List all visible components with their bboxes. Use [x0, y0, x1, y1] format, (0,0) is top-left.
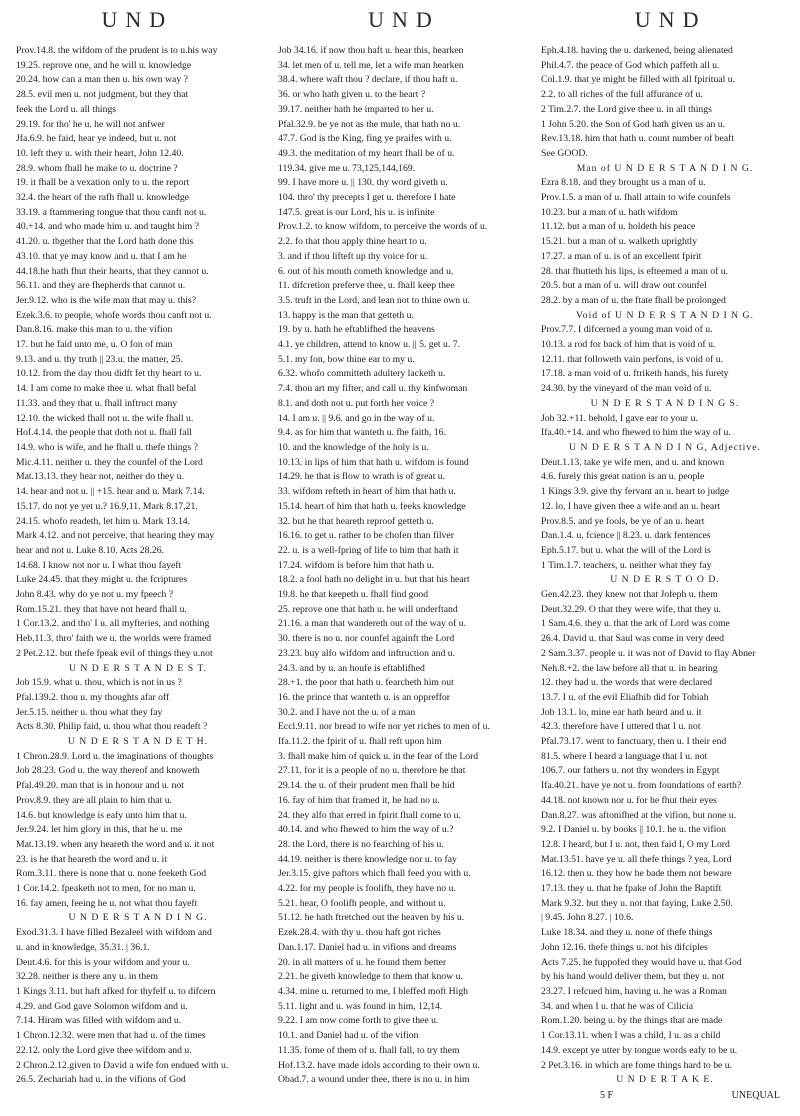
concordance-entry: 34. and when I u. that he was of Cilicia — [541, 1000, 694, 1012]
concordance-entry: 1 John 5.20. the Son of God hath given us an u. — [541, 118, 726, 130]
running-head-right: UND — [634, 7, 707, 32]
concordance-entry: 32. but he that heareth reproof getteth u. — [278, 515, 434, 527]
concordance-entry: 11. difcretion preferve thee, u. fhall keep thee — [278, 280, 455, 292]
concordance-entry: 17.24. wifdom is before him that hath u. — [278, 559, 435, 571]
concordance-entry: 36. or who hath given u. to the heart ? — [278, 89, 426, 101]
concordance-entry: Eph.5.17. but u. what the will of the Lord is — [541, 544, 711, 556]
concordance-entry: 14.68. I know not nor u. I what thou fayeft — [16, 559, 182, 571]
concordance-entry: 17. but he faid unto me, u. O fon of man — [16, 339, 173, 351]
concordance-entry: 14.6. but knowledge is eafy unto him that u. — [16, 809, 187, 821]
concordance-entry: Prov.8.9. they are all plain to him that u. — [16, 794, 172, 806]
concordance-entry: 16. the prince that wanteth u. is an oppreffor — [278, 691, 450, 703]
concordance-entry: Acts 8.30. Philip faid, u. thou what thou readeft ? — [16, 721, 208, 733]
concordance-entry: 17.13. they u. that he fpake of John the Baptift — [541, 883, 722, 895]
running-head — [0, 6, 800, 34]
concordance-entry: 32.28. neither is there any u. in them — [16, 971, 159, 983]
concordance-entry: Ezra 8.18. and they brought us a man of u. — [541, 177, 706, 189]
concordance-entry: Rev.13.18. him that hath u. count number of beaft — [541, 133, 735, 145]
concordance-entry: John 12.16. thefe things u. not his difciples — [541, 941, 708, 953]
concordance-entry: 1 Cor.13.2. and tho' I u. all myfteries, and nothing — [16, 618, 210, 630]
signature-mark: 5 F — [600, 1090, 614, 1101]
concordance-entry: 20.5. but a man of u. will draw out counfel — [541, 280, 707, 292]
concordance-entry: 16.12. then u. they how he bade them not beware — [541, 868, 732, 880]
concordance-entry: 26.4. David u. that Saul was come in very deed — [541, 633, 724, 645]
concordance-entry: 5.11. light and u. was found in him, 12,14. — [278, 1000, 443, 1012]
section-heading: U N D E R S T A N D E S T. — [68, 662, 208, 674]
concordance-entry: 19.25. reprove one, and he will u. knowledge — [16, 59, 192, 71]
concordance-entry: 10.12. from the day thou didft fet thy heart to u. — [16, 368, 202, 380]
concordance-entry: 13.7. I u. of the evil Eliafhib did for Tobiah — [541, 691, 709, 703]
concordance-entry: 23. is he that heareth the word and u. it — [16, 853, 167, 865]
concordance-entry: 30.2. and I have not the u. of a man — [278, 706, 416, 718]
concordance-entry: Jer.9.24. let him glory in this, that he u. me — [16, 824, 183, 836]
concordance-entry: 43.10. that ye may know and u. that I am he — [16, 250, 187, 262]
concordance-entry: Jer.9.12. who is the wife man that may u. this? — [16, 294, 196, 306]
concordance-entry: 27.11. for it is a people of no u. therefore he that — [278, 765, 466, 777]
concordance-entry: 28.2. by a man of u. the ftate fhall be prolonged — [541, 294, 726, 306]
column-1 — [16, 44, 260, 1084]
concordance-entry: 51.12. he hath ftretched out the heaven by his u. — [278, 912, 465, 924]
concordance-entry: by his hand would deliver them, but they u. not — [541, 971, 725, 983]
concordance-entry: 20.24. how can a man then u. his own way ? — [16, 74, 188, 86]
concordance-entry: 17.18. a man void of u. ftriketh hands, his furety — [541, 368, 729, 380]
section-heading: U N D E R S T O O D. — [610, 574, 720, 586]
concordance-entry: 39.17. neither hath he imparted to her u. — [278, 103, 434, 115]
concordance-entry: 1 Tim.1.7. teachers, u. neither what they fay — [541, 559, 712, 571]
concordance-entry: 81.5. where I heard a language that I u. not — [541, 750, 708, 762]
concordance-entry: Hof.13.2. have made idols according to their own u. — [278, 1059, 480, 1071]
concordance-entry: 15.14. heart of him that hath u. feeks knowledge — [278, 500, 466, 512]
concordance-entry: 14. I am come to make thee u. what fhall befal — [16, 383, 197, 395]
concordance-entry: Heb.11.3. thro' faith we u. the worlds were framed — [16, 633, 212, 645]
concordance-entry: 104. thro' thy precepts I get u. therefore I hate — [278, 192, 456, 204]
concordance-entry: 4.6. furely this great nation is an u. people — [541, 471, 705, 483]
concordance-entry: 2 Pet.2.12. but thefe fpeak evil of things they u.not — [16, 647, 213, 659]
concordance-entry: Deut.32.29. O that they were wife, that they u. — [541, 603, 721, 615]
concordance-entry: 9.22. I am now come forth to give thee u. — [278, 1015, 439, 1027]
concordance-entry: 2.2. fo that thou apply thine heart to u. — [278, 236, 427, 248]
column-2 — [278, 44, 522, 1084]
concordance-entry: 7.4. thou art my fifter, and call u. thy kinfwoman — [278, 383, 468, 395]
concordance-entry: 28. that fhutteth his lips, is efteemed a man of u. — [541, 265, 728, 277]
concordance-entry: Pfal.73.17. went to fanctuary, then u. I their end — [541, 736, 727, 748]
concordance-entry: 24.3. and by u. an houfe is eftablifhed — [278, 662, 425, 674]
concordance-entry: 24.15. whofo readeth, let him u. Mark 13.14. — [16, 515, 191, 527]
concordance-entry: 3. fhall make him of quick u. in the fear of the Lord — [278, 750, 479, 762]
concordance-entry: Ezek.28.4. with thy u. thou haft got riches — [278, 927, 441, 939]
concordance-entry: 4.34. mine u. returned to me, I bleffed moft High — [278, 986, 469, 997]
section-heading: U N D E R S T A N D I N G. — [68, 912, 208, 924]
concordance-entry: 2 Tim.2.7. the Lord give thee u. in all things — [541, 103, 712, 115]
concordance-entry: Neh.8.+2. the law before all that u. in hearing — [541, 662, 718, 674]
concordance-entry: 21.16. a man that wandereth out of the way of u. — [278, 618, 467, 630]
concordance-entry: Job 32.+11. behold, I gave ear to your u. — [541, 412, 698, 424]
concordance-entry: 5.21. hear, O foolifh people, and without u. — [278, 897, 446, 909]
concordance-entry: 2 Chron.2.12.given to David a wife fon endued with u. — [16, 1059, 229, 1071]
concordance-entry: Rom.1.20. being u. by the things that are made — [541, 1015, 723, 1027]
concordance-entry: Ezek.3.6. to people, whofe words thou canft not u. — [16, 309, 212, 321]
concordance-entry: Prov.8.5. and ye fools, be ye of an u. heart — [541, 515, 705, 527]
concordance-entry: 1 Kings 3.9. give thy fervant an u. heart to judge — [541, 486, 730, 498]
concordance-entry: 30. there is no u. nor counfel againft the Lord — [278, 633, 455, 645]
concordance-entry: Pfal.49.20. man that is in honour and u. not — [16, 780, 184, 792]
concordance-entry: 10.23. but a man of u. hath wifdom — [541, 206, 678, 218]
concordance-entry: 44.19. neither is there knowledge nor u. to fay — [278, 853, 457, 865]
concordance-entry: 9.4. as for him that wanteth u. fhe faith, 16. — [278, 427, 446, 439]
concordance-entry: 24.30. by the vineyard of the man void of u. — [541, 383, 712, 395]
concordance-entry: Dan.1.4. u. fcience || 8.23. u. dark fentences — [541, 530, 711, 542]
concordance-entry: 2 Sam.3.37. people u. it was not of David to flay Abner — [541, 647, 756, 659]
concordance-entry: 9.2. I Daniel u. by books || 10.1. he u. the vifion — [541, 824, 726, 836]
concordance-entry: 16. fay amen, feeing he u. not what thou fayeft — [16, 897, 198, 909]
concordance-entry: Pfal.139.2. thou u. my thoughts afar off — [16, 691, 170, 703]
concordance-entry: 15.21. but a man of u. walketh uprightly — [541, 236, 698, 248]
concordance-entry: Prov.1.5. a man of u. fhall attain to wife counfels — [541, 192, 731, 204]
running-head-left: UND — [101, 7, 174, 32]
concordance-entry: 1 Cor.13.11. when I was a child, I u. as a child — [541, 1030, 721, 1042]
concordance-entry: See GOOD. — [541, 147, 588, 159]
concordance-entry: 14. hear and not u. || +15. hear and u. Mark 7.14. — [16, 486, 205, 498]
concordance-entry: 10.1. and Daniel had u. of the vifion — [278, 1030, 419, 1042]
concordance-entry: 29.14. the u. of their prudent men fhall be hid — [278, 780, 455, 792]
concordance-entry: 12.10. the wicked fhall not u. the wife fhall u. — [16, 412, 194, 424]
concordance-entry: 42.3. therefore have I uttered that I u. not — [541, 721, 701, 733]
concordance-entry: 28. the Lord, there is no fearching of his u. — [278, 838, 444, 850]
concordance-entry: Dan.1.17. Daniel had u. in vifions and dreams — [278, 941, 457, 953]
concordance-entry: 47.7. God is the King, fing ye praifes with u. — [278, 133, 452, 145]
concordance-entry: Mat.13.51. have ye u. all thefe things ? yea, Lord — [541, 853, 732, 865]
concordance-entry: Mic.4.11. neither u. they the counfel of the Lord — [16, 456, 203, 468]
concordance-entry: 16.16. to get u. rather to be chofen than filver — [278, 530, 454, 542]
concordance-entry: 8.1. and doth not u. put forth her voice ? — [278, 397, 435, 409]
section-heading: U N D E R S T A N D E T H. — [67, 736, 209, 748]
concordance-entry: 6.32. whofo committeth adultery lacketh u. — [278, 368, 446, 380]
concordance-entry: 11.12. but a man of u. holdeth his peace — [541, 221, 696, 233]
concordance-entry: Obad.7. a wound under thee, there is no u. in him — [278, 1074, 470, 1084]
concordance-entry: 15.17. do not ye yet u.? 16.9,11. Mark 8.17,21. — [16, 500, 198, 512]
concordance-entry: Gen.42.23. they knew not that Jofeph u. them — [541, 589, 718, 601]
concordance-entry: 119.34. give me u. 73,125,144,169. — [278, 162, 416, 174]
concordance-entry: 18.2. a fool hath no delight in u. but that his heart — [278, 574, 470, 586]
concordance-entry: 106.7. our fathers u. not thy wonders in Egypt — [541, 765, 720, 777]
concordance-entry: 14.9. who is wife, and he fhall u. thefe things ? — [16, 441, 198, 453]
concordance-entry: 1 Kings 3.11. but haft afked for thyfelf u. to difcern — [16, 986, 216, 997]
concordance-entry: | 9.45. John 8.27. | 10.6. — [541, 912, 634, 924]
concordance-entry: 14. I am u. || 9.6. and go in the way of u. — [278, 412, 435, 424]
concordance-entry: Rom.15.21. they that have not heard fhall u. — [16, 603, 187, 615]
concordance-entry: Job 28.23. God u. the way thereof and knoweth — [16, 765, 200, 777]
concordance-entry: 1 Chron.12.32. were men that had u. of the times — [16, 1030, 206, 1042]
section-heading: Man of U N D E R S T A N D I N G. — [576, 162, 754, 174]
concordance-entry: 32.4. the heart of the rafh fhall u. knowledge — [16, 192, 189, 204]
concordance-entry: Ifa.40.21. have ye not u. from foundations of earth? — [541, 780, 742, 792]
concordance-entry: 99. I have more u. || 130. thy word giveth u. — [278, 177, 448, 189]
concordance-entry: Eph.4.18. having the u. darkened, being alienated — [541, 45, 733, 56]
concordance-entry: 24. they alfo that erred in fpirit fhall come to u. — [278, 809, 461, 821]
concordance-entry: u. and in knowledge, 35.31. | 36.1. — [16, 941, 150, 953]
concordance-entry: 28.9. whom fhall he make to u. doctrine ? — [16, 162, 178, 174]
concordance-entry: Mark 4.12. and not perceive, that hearing they may — [16, 530, 215, 542]
concordance-entry: Mat.13.13. they hear not, neither do they u. — [16, 471, 184, 483]
concordance-entry: 56.11. and they are fhepherds that cannot u. — [16, 280, 186, 292]
concordance-entry: Col.1.9. that ye might be filled with all fpiritual u. — [541, 74, 735, 86]
concordance-entry: Phil.4.7. the peace of God which paffeth all u. — [541, 59, 720, 71]
concordance-entry: 12.11. that followeth vain perfons, is void of u. — [541, 353, 724, 365]
concordance-entry: 25. reprove one that hath u. he will underftand — [278, 603, 458, 615]
concordance-entry: 44.18.he hath fhut their hearts, that they cannot u. — [16, 265, 209, 277]
concordance-entry: 10. and the knowledge of the holy is u. — [278, 441, 429, 453]
concordance-entry: 26.5. Zechariah had u. in the vifions of God — [16, 1074, 186, 1084]
concordance-entry: Jer.3.15. give paftors which fhall feed you with u. — [278, 868, 471, 880]
concordance-entry: Prov.7.7. I difcerned a young man void of u. — [541, 324, 713, 336]
concordance-entry: Rom.3.11. there is none that u. none feeketh God — [16, 868, 207, 880]
concordance-entry: Dan.8.27. was aftonifhed at the vifion, but none u. — [541, 809, 737, 821]
concordance-entry: 11.35. fome of them of u. fhall fall, to try them — [278, 1044, 460, 1056]
page-footer — [600, 1090, 780, 1101]
concordance-entry: 3. and if thou lifteft up thy voice for u. — [278, 250, 428, 262]
concordance-entry: Eccl.9.11. nor bread to wife nor yet riches to men of u. — [278, 721, 490, 733]
concordance-entry: Pfal.32.9. be ye not as the mule, that hath no u. — [278, 118, 461, 130]
running-head-center: UND — [368, 7, 440, 32]
concordance-entry: 19. by u. hath he eftablifhed the heavens — [278, 324, 435, 336]
concordance-entry: 23.23. buy alfo wifdom and inftruction and u. — [278, 647, 456, 659]
concordance-entry: 6. out of his mouth cometh knowledge and u. — [278, 265, 454, 277]
concordance-entry: hear and not u. Luke 8.10. Acts 28.26. — [16, 544, 164, 556]
concordance-entry: 2.21. he giveth knowledge to them that know u. — [278, 971, 463, 983]
concordance-entry: Job 15.9. what u. thou, which is not in us ? — [16, 677, 182, 689]
concordance-entry: Jfa.6.9. he faid, hear ye indeed, but u. not — [16, 133, 177, 145]
concordance-entry: 33. wifdom refteth in heart of him that hath u. — [278, 486, 456, 498]
concordance-entry: 19.8. he that keepeth u. fhall find good — [278, 589, 429, 601]
concordance-entry: 12. they had u. the words that were declared — [541, 677, 713, 689]
concordance-entry: Ifa.40.+14. and who fhewed to him the way of u. — [541, 427, 731, 439]
section-heading: U N D E R S T A N D I N G, Adjective. — [569, 441, 761, 453]
concordance-entry: Dan.8.16. make this man to u. the vifion — [16, 324, 173, 336]
concordance-entry: 34. let men of u. tell me, let a wife man hearken — [278, 59, 464, 71]
concordance-entry: 10.13. in lips of him that hath u. wifdom is found — [278, 456, 469, 468]
concordance-entry: 12. lo, I have given thee a wife and an u. heart — [541, 500, 721, 512]
concordance-entry: 44.18. not known nor u. for he fhut their eyes — [541, 794, 717, 806]
concordance-entry: Job 34.16. if now thou haft u. hear this, hearken — [278, 45, 464, 56]
concordance-entry: 3.5. truft in the Lord, and lean not to thine own u. — [278, 294, 470, 306]
concordance-entry: Acts 7.25. he fuppofed they would have u. that God — [541, 956, 742, 968]
concordance-entry: 4.22. for my people is foolifh, they have no u. — [278, 883, 456, 895]
section-heading: U N D E R S T A N D I N G S. — [590, 397, 740, 409]
concordance-entry: 12.8. I heard, but I u. not, then faid I, O my Lord — [541, 838, 730, 850]
catchword: UNEQUAL — [731, 1090, 780, 1101]
concordance-entry: 10.13. a rod for back of him that is void of u. — [541, 339, 716, 351]
concordance-entry: 19. it fhall be a vexation only to u. the report — [16, 177, 190, 189]
concordance-entry: 38.4. where waft thou ? declare, if thou haft u. — [278, 74, 458, 86]
concordance-entry: Ifa.11.2. the fpirit of u. fhall reft upon him — [278, 736, 442, 748]
concordance-entry: 13. happy is the man that getteth u. — [278, 309, 414, 321]
concordance-entry: 33.19. a ftammering tongue that thou canft not u. — [16, 206, 207, 218]
concordance-entry: 16. fay of him that framed it, he had no u. — [278, 794, 440, 806]
concordance-entry: 9.13. and u. thy truth || 23.u. the matter, 25. — [16, 353, 184, 365]
concordance-entry: Mark 9.32. but they u. not that faying, Luke 2.50. — [541, 897, 733, 909]
concordance-entry: 2 Pet.3.16. in which are fome things hard to be u. — [541, 1059, 733, 1071]
section-heading: U N D E R T A K E. — [616, 1074, 714, 1084]
concordance-entry: 14.29. he that is flow to wrath is of great u. — [278, 471, 446, 483]
section-heading: Void of U N D E R S T A N D I N G. — [576, 309, 754, 321]
concordance-entry: Jer.5.15. neither u. thou what they fay — [16, 706, 163, 718]
concordance-entry: 1 Cor.14.2. fpeaketh not to men, for no man u. — [16, 883, 196, 895]
concordance-entry: 29.19. for tho' he u. he will not anfwer — [16, 118, 165, 130]
column-3 — [541, 44, 789, 1084]
concordance-entry: 28.5. evil men u. not judgment, but they that — [16, 89, 189, 101]
concordance-entry: 147.5. great is our Lord, his u. is infinite — [278, 206, 435, 218]
concordance-entry: Mat.13.19. when any heareth the word and u. it not — [16, 838, 215, 850]
concordance-entry: John 8.43. why do ye not u. my fpeech ? — [16, 589, 174, 601]
concordance-entry: Deut.4.6. for this is your wifdom and your u. — [16, 956, 190, 968]
concordance-entry: Job 13.1. lo, mine ear hath heard and u. it — [541, 706, 702, 718]
concordance-entry: 17.27. a man of u. is of an excellent fpirit — [541, 250, 702, 262]
concordance-entry: feek the Lord u. all things — [16, 103, 117, 115]
concordance-entry: 40.+14. and who made him u. and taught him ? — [16, 221, 200, 233]
concordance-entry: 20. in all matters of u. he found them better — [278, 956, 447, 968]
concordance-entry: Exod.31.3. I have filled Bezaleel with wifdom and — [16, 927, 212, 939]
concordance-entry: 4.29. and God gave Solomon wifdom and u. — [16, 1000, 188, 1012]
concordance-entry: 14.9. except ye utter by tongue words eafy to be u. — [541, 1044, 738, 1056]
concordance-entry: Hof.4.14. the people that doth not u. fhall fall — [16, 427, 192, 439]
concordance-entry: 49.3. the meditation of my heart fhall be of u. — [278, 147, 455, 159]
concordance-entry: 2.2. to all riches of the full affurance of u. — [541, 89, 703, 101]
concordance-entry: Luke 24.45. that they might u. the fcriptures — [16, 574, 188, 586]
concordance-entry: 22. u. is a well-fpring of life to him that hath it — [278, 544, 459, 556]
concordance-entry: 4.1. ye children, attend to know u. || 5. get u. 7. — [278, 339, 460, 351]
concordance-entry: Prov.14.8. the wifdom of the prudent is to u.his way — [16, 45, 218, 56]
concordance-entry: 10. left they u. with their heart, John 12.40. — [16, 147, 184, 159]
concordance-entry: Luke 18.34. and they u. none of thefe things — [541, 927, 713, 939]
concordance-entry: 22.12. only the Lord give thee wifdom and u. — [16, 1044, 192, 1056]
concordance-entry: Prov.1.2. to know wifdom, to perceive the words of u. — [278, 221, 488, 233]
concordance-entry: 7.14. Hiram was filled with wifdom and u. — [16, 1015, 182, 1027]
concordance-entry: 28.+1. the poor that hath u. fearcheth him out — [278, 677, 454, 689]
concordance-entry: 1 Chron.28.9. Lord u. the imaginations of thoughts — [16, 750, 214, 762]
concordance-entry: 41.20. u. tbgether that the Lord hath done this — [16, 236, 194, 248]
concordance-entry: Deut.1.13. take ye wife men, and u. and known — [541, 456, 725, 468]
concordance-entry: 23.27. I refcued him, having u. he was a Roman — [541, 986, 727, 997]
concordance-entry: 11.33. and they that u. fhall inftruct many — [16, 397, 178, 409]
concordance-entry: 40.14. and who fhewed to him the way of u.? — [278, 824, 454, 836]
concordance-entry: 5.1. my fon, bow thine ear to my u. — [278, 353, 415, 365]
concordance-entry: 1 Sam.4.6. they u. that the ark of Lord was come — [541, 618, 730, 630]
